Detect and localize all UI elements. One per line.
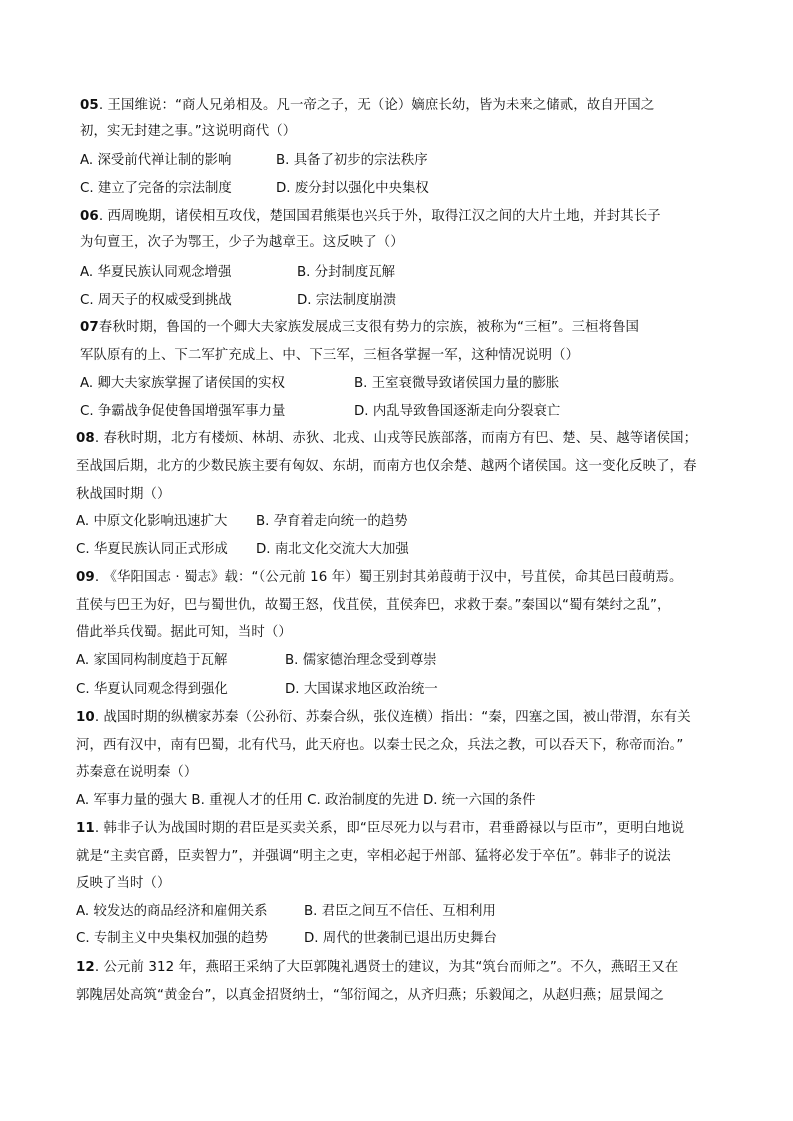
question-text: . 王国维说：“商人兄弟相及。凡一帝之子，无（论）嫡庶长幼，皆为未来之储贰，故自开国之 bbox=[98, 98, 655, 113]
question-06-line-2: 为句亶王，次子为鄂王，少子为越章王。这反映了（） bbox=[80, 235, 404, 250]
question-09-line-3: 借此举兵伐蜀。据此可知，当时（） bbox=[76, 625, 292, 640]
q08-option-d[interactable]: D. 南北文化交流大大加强 bbox=[256, 542, 409, 557]
question-10-line-1 bbox=[76, 708, 691, 728]
question-06-line-1 bbox=[80, 207, 661, 227]
q11-option-b[interactable]: B. 君臣之间互不信任、互相利用 bbox=[304, 904, 496, 919]
q09-option-c[interactable]: C. 华夏认同观念得到强化 bbox=[76, 682, 228, 697]
question-11-line-1 bbox=[76, 819, 684, 839]
question-number: 05 bbox=[80, 98, 99, 113]
q05-option-d[interactable]: D. 废分封以强化中央集权 bbox=[276, 181, 429, 196]
question-08-line-3: 秋战国时期（） bbox=[76, 487, 171, 502]
question-text: . 公元前 312 年，燕昭王采纳了大臣郭隗礼遇贤士的建议，为其“筑台而师之”。不久，燕昭王又在 bbox=[94, 960, 679, 975]
question-10-line-2: 河，西有汉中，南有巴蜀，北有代马，此天府也。以秦士民之众，兵法之教，可以吞天下，称帝而治。” bbox=[76, 738, 684, 753]
question-text: . 战国时期的纵横家苏秦（公孙衍、苏秦合纵，张仪连横）指出：“秦，四塞之国，被山带渭，东有关 bbox=[94, 710, 691, 725]
q05-option-c[interactable]: C. 建立了完备的宗法制度 bbox=[80, 181, 232, 196]
question-number: 07 bbox=[80, 320, 99, 335]
question-number: 06 bbox=[80, 209, 99, 224]
question-text: . 西周晚期，诸侯相互攻伐，楚国国君熊渠也兴兵于外，取得江汉之间的大片土地，并封其长子 bbox=[98, 209, 661, 224]
q06-option-d[interactable]: D. 宗法制度崩溃 bbox=[297, 293, 397, 308]
question-08-line-1 bbox=[76, 429, 697, 449]
question-11-line-2: 就是“主卖官爵，臣卖智力”，并强调“明主之吏，宰相必起于州部、猛将必发于卒伍”。韩非子的说法 bbox=[76, 849, 671, 864]
question-number: 11 bbox=[76, 821, 95, 836]
question-11-line-3: 反映了当时（） bbox=[76, 876, 171, 891]
question-text: 春秋时期，鲁国的一个卿大夫家族发展成三支很有势力的宗族，被称为“三桓”。三桓将鲁国 bbox=[98, 320, 640, 335]
question-12-line-2: 郭隗居处高筑“黄金台”，以真金招贤纳士，“邹衍闻之，从齐归燕；乐毅闻之，从赵归燕；屈景闻之 bbox=[76, 988, 664, 1003]
q06-option-b[interactable]: B. 分封制度瓦解 bbox=[297, 265, 396, 280]
q11-option-c[interactable]: C. 专制主义中央集权加强的趋势 bbox=[76, 931, 268, 946]
question-12-line-1 bbox=[76, 958, 678, 978]
question-text: . 《华阳国志 · 蜀志》载：“（公元前 16 年）蜀王别封其弟葭萌于汉中，号苴侯，命其邑曰葭萌焉。 bbox=[94, 570, 683, 585]
q07-option-c[interactable]: C. 争霸战争促使鲁国增强军事力量 bbox=[80, 404, 286, 419]
q07-option-a[interactable]: A. 卿大夫家族掌握了诸侯国的实权 bbox=[80, 376, 285, 391]
question-number: 12 bbox=[76, 960, 95, 975]
q09-option-b[interactable]: B. 儒家德治理念受到尊崇 bbox=[285, 653, 437, 668]
q09-option-a[interactable]: A. 家国同构制度趋于瓦解 bbox=[76, 653, 228, 668]
question-text: . 韩非子认为战国时期的君臣是买卖关系，即“臣尽死力以与君市，君垂爵禄以与臣市”，更明白地说 bbox=[94, 821, 685, 836]
q07-option-b[interactable]: B. 王室衰微导致诸侯国力量的膨胀 bbox=[354, 376, 560, 391]
q09-option-d[interactable]: D. 大国谋求地区政治统一 bbox=[285, 682, 438, 697]
q06-option-a[interactable]: A. 华夏民族认同观念增强 bbox=[80, 265, 232, 280]
question-number: 08 bbox=[76, 431, 95, 446]
q11-option-d[interactable]: D. 周代的世袭制已退出历史舞台 bbox=[304, 931, 497, 946]
q11-option-a[interactable]: A. 较发达的商品经济和雇佣关系 bbox=[76, 904, 268, 919]
question-07-line-1 bbox=[80, 318, 639, 338]
question-10-line-3: 苏秦意在说明秦（） bbox=[76, 765, 198, 780]
q10-options[interactable]: A. 军事力量的强大 B. 重视人才的任用 C. 政治制度的先进 D. 统一六国的条件 bbox=[76, 793, 536, 808]
q07-option-d[interactable]: D. 内乱导致鲁国逐渐走向分裂衰亡 bbox=[354, 404, 561, 419]
question-05-line-1 bbox=[80, 96, 654, 116]
q08-option-a[interactable]: A. 中原文化影响迅速扩大 bbox=[76, 514, 228, 529]
q08-option-b[interactable]: B. 孕育着走向统一的趋势 bbox=[256, 514, 408, 529]
q05-option-b[interactable]: B. 具备了初步的宗法秩序 bbox=[276, 153, 428, 168]
question-09-line-2: 苴侯与巴王为好，巴与蜀世仇，故蜀王怒，伐苴侯，苴侯奔巴，求救于秦。”秦国以“蜀有桀纣之乱”， bbox=[76, 598, 671, 613]
question-07-line-2: 军队原有的上、下二军扩充成上、中、下三军，三桓各掌握一军，这种情况说明（） bbox=[80, 348, 580, 363]
question-number: 10 bbox=[76, 710, 95, 725]
q05-option-a[interactable]: A. 深受前代禅让制的影响 bbox=[80, 153, 232, 168]
q06-option-c[interactable]: C. 周天子的权威受到挑战 bbox=[80, 293, 232, 308]
question-08-line-2: 至战国后期，北方的少数民族主要有匈奴、东胡，而南方也仅余楚、越两个诸侯国。这一变化反映了，春 bbox=[76, 459, 697, 474]
q08-option-c[interactable]: C. 华夏民族认同正式形成 bbox=[76, 542, 228, 557]
question-number: 09 bbox=[76, 570, 95, 585]
question-09-line-1 bbox=[76, 568, 683, 588]
question-text: . 春秋时期，北方有楼烦、林胡、赤狄、北戎、山戎等民族部落，而南方有巴、楚、吴、越等诸侯国； bbox=[94, 431, 698, 446]
question-05-line-2: 初，实无封建之事。”这说明商代（） bbox=[80, 124, 297, 139]
